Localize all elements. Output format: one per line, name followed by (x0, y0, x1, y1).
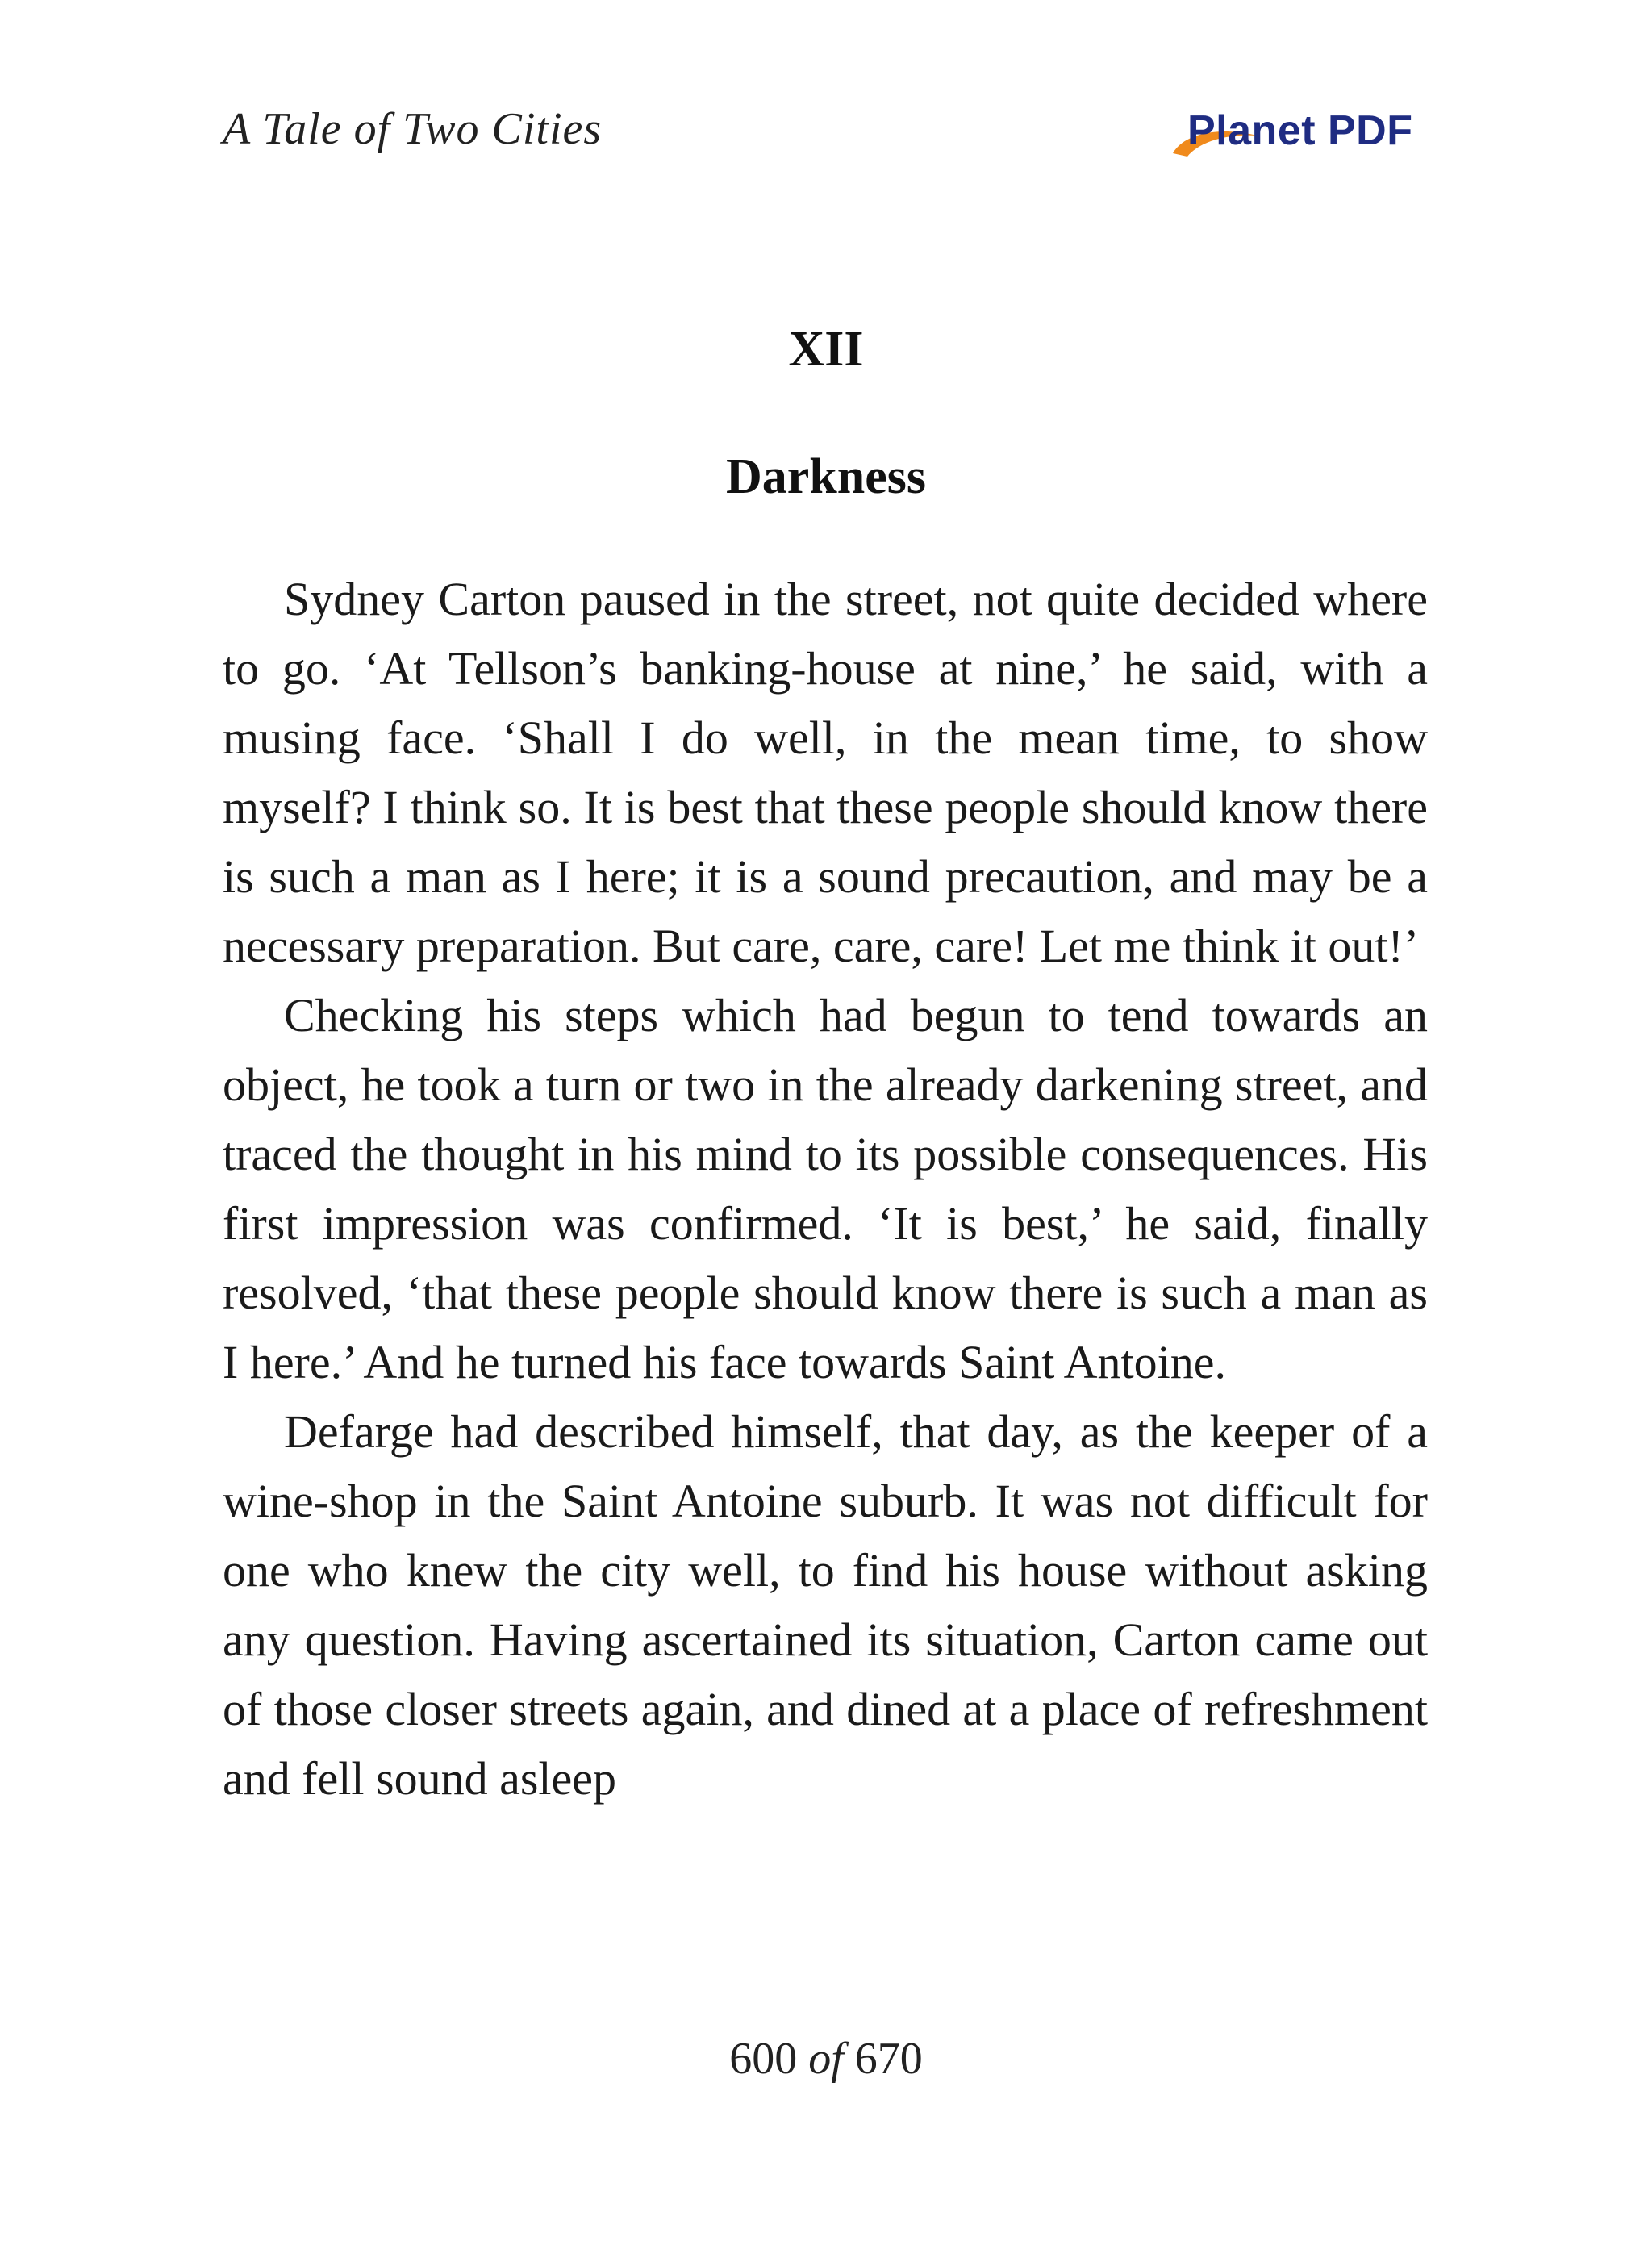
total-pages: 670 (854, 2034, 923, 2084)
paragraph: Checking his steps which had begun to tend towards an object, he took a turn or two in the already darkening street, and traced the thought in his mind to its possible consequences. His first impression was confirmed. ‘It is best,’ he said, finally resolved, ‘that these people should know there is such a man as I here.’ And he turned his face towards Saint Antoine. (223, 989, 1428, 1388)
page-of-label: of (808, 2034, 844, 2084)
current-page: 600 (729, 2034, 798, 2084)
body-text (223, 565, 1428, 1814)
running-head-title: A Tale of Two Cities (223, 104, 603, 154)
logo-text: Planet PDF (1187, 107, 1413, 154)
page-number (0, 2033, 1652, 2085)
paragraph: Defarge had described himself, that day, as the keeper of a wine-shop in the Saint Antoine suburb. It was not difficult for one who knew the city well, to find his house without asking any question. Having ascertained its situation, Carton came out of those closer streets again, and dined at a place of refreshment and fell sound asleep (223, 1405, 1428, 1805)
chapter-number: XII (788, 322, 864, 377)
planet-pdf-logo (1170, 106, 1436, 171)
chapter-title: Darkness (725, 449, 927, 504)
paragraph: Sydney Carton paused in the street, not quite decided where to go. ‘At Tellson’s banking-house at nine,’ he said, with a musing face. ‘Shall I do well, in the mean time, to show myself? I think so. It is best that these people should know there is such a man as I here; it is a sound precaution, and may be a necessary preparation. But care, care, care! Let me think it out!’ (223, 573, 1428, 972)
